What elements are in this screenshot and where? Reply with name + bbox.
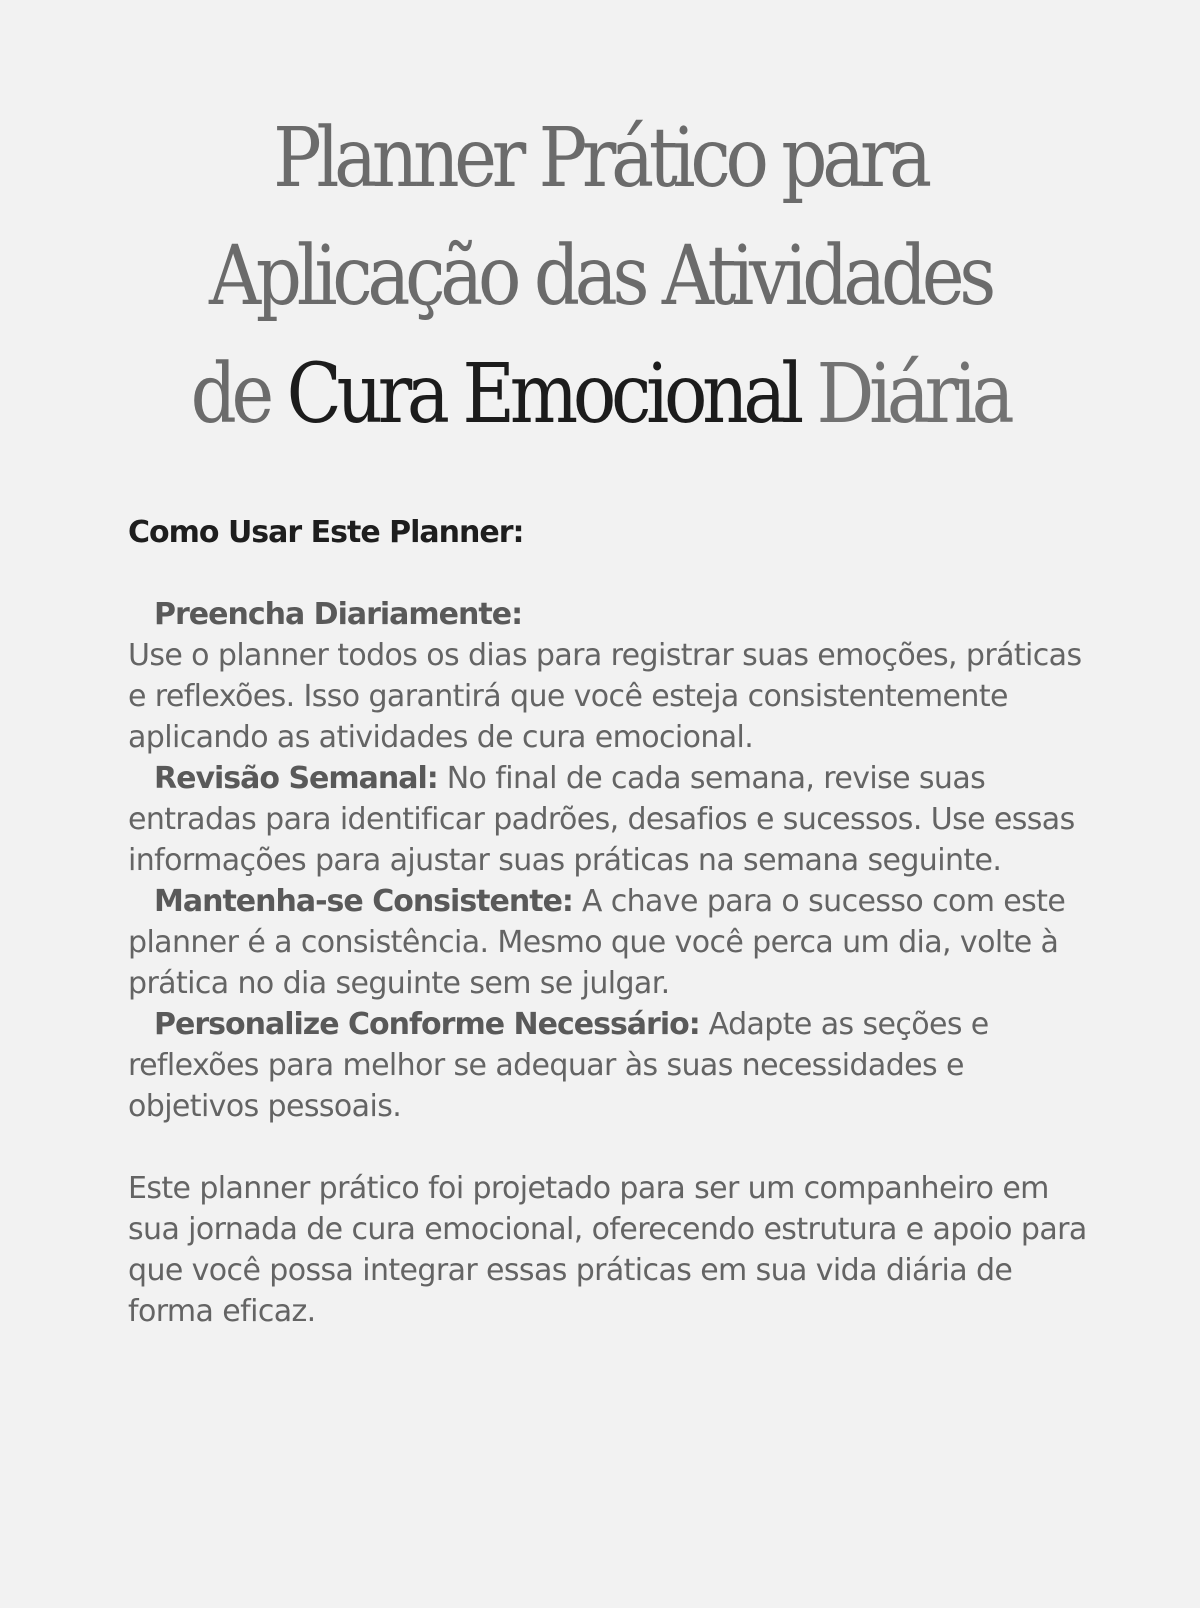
instruction-title: Mantenha-se Consistente:: [154, 884, 573, 919]
instruction-title: Personalize Conforme Necessário:: [154, 1007, 700, 1042]
instruction-item: [128, 594, 1088, 758]
instruction-list: [128, 594, 1088, 1127]
instruction-item: [128, 758, 1088, 881]
title-emphasis: Cura Emocional: [286, 347, 799, 442]
instruction-text: A chave para o sucesso com este planner é a consistência. Mesmo que você perca um dia, volte à prática no dia seguinte sem se julgar.: [128, 884, 1066, 1001]
instruction-item: [128, 881, 1088, 1004]
closing-paragraph: Este planner prático foi projetado para ser um companheiro em sua jornada de cura emocional, oferecendo estrutura e apoio para que você possa integrar essas práticas em sua vida diária de forma eficaz.: [128, 1171, 1087, 1329]
body-content: [128, 512, 1088, 1332]
instruction-title: Revisão Semanal:: [154, 761, 438, 796]
instruction-title: Preencha Diariamente:: [154, 597, 523, 632]
page-title: [72, 100, 1128, 454]
instruction-text: No final de cada semana, revise suas entradas para identificar padrões, desafios e sucessos. Use essas informações para ajustar suas práticas na semana seguinte.: [128, 761, 1075, 878]
title-line-2: Aplicação das Atividades: [208, 229, 992, 324]
instruction-item: [128, 1004, 1088, 1127]
title-line-3-suffix: Diária: [798, 347, 1010, 442]
title-line-3-prefix: de: [190, 347, 287, 442]
instruction-text: Use o planner todos os dias para registrar suas emoções, práticas e reflexões. Isso garantirá que você esteja consistentemente aplicando as atividades de cura emocional.: [128, 638, 1082, 755]
instruction-text: Adapte as seções e reflexões para melhor se adequar às suas necessidades e objetivos pessoais.: [128, 1007, 989, 1124]
title-line-1: Planner Prático para: [273, 111, 927, 206]
title-line-3: [72, 336, 1128, 454]
section-heading: Como Usar Este Planner:: [128, 515, 524, 550]
